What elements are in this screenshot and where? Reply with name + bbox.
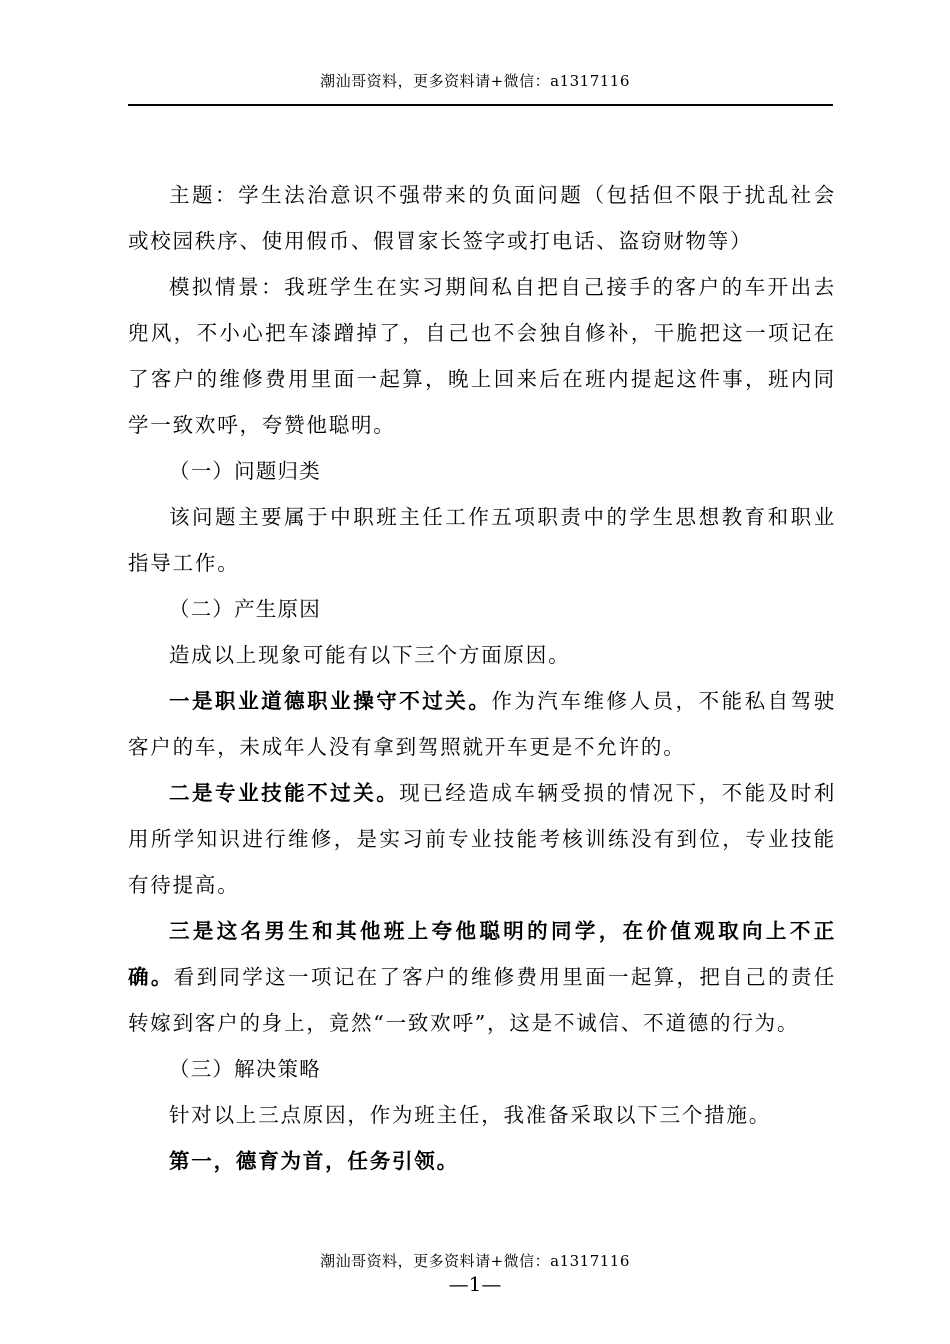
measure-1-heading: 第一，德育为首，任务引领。 <box>169 1149 459 1173</box>
reason-3-text: 看到同学这一项记在了客户的维修费用里面一起算，把自己的责任转嫁到客户的身上，竟然“一致欢呼”，这是不诚信、不道德的行为。 <box>128 965 836 1035</box>
scenario-paragraph: 模拟情景：我班学生在实习期间私自把自己接手的客户的车开出去兜风，不小心把车漆蹭掉了，自己也不会独自修补，干脆把这一项记在了客户的维修费用里面一起算，晚上回来后在班内提起这件事，班内同学一致欢呼，夸赞他聪明。 <box>128 275 836 437</box>
reason-1-text: 作为汽车维修人员，不能私自驾驶客户的车，未成年人没有拿到驾照就开车更是不允许的。 <box>128 689 837 759</box>
header-divider <box>128 104 833 106</box>
section-heading-strategies: （三）解决策略 <box>169 1057 321 1081</box>
reason-2-paragraph <box>128 770 836 908</box>
reason-2-text: 现已经造成车辆受损的情况下，不能及时利用所学知识进行维修，是实习前专业技能考核训练没有到位，专业技能有待提高。 <box>128 781 836 897</box>
reason-3-paragraph <box>128 908 836 1046</box>
reason-3-lead: 三是这名男生和其他班上夸他聪明的同学，在价值观取向上不正确。 <box>128 919 836 989</box>
reason-1-lead: 一是职业道德职业操守不过关。 <box>169 689 492 713</box>
strategies-intro-paragraph: 针对以上三点原因，作为班主任，我准备采取以下三个措施。 <box>169 1103 772 1127</box>
page-header: 潮汕哥资料，更多资料请+微信：a1317116 <box>320 72 630 90</box>
reason-1-paragraph <box>128 678 836 770</box>
section-heading-causes: （二）产生原因 <box>169 597 321 621</box>
causes-intro-paragraph: 造成以上现象可能有以下三个方面原因。 <box>169 643 571 667</box>
section-heading-classification: （一）问题归类 <box>169 459 321 483</box>
page-footer: 潮汕哥资料，更多资料请+微信：a1317116 <box>320 1252 630 1270</box>
classification-paragraph: 该问题主要属于中职班主任工作五项职责中的学生思想教育和职业指导工作。 <box>128 505 836 575</box>
page-number: —1— <box>448 1272 502 1296</box>
reason-2-lead: 二是专业技能不过关。 <box>169 781 400 805</box>
topic-paragraph: 主题：学生法治意识不强带来的负面问题（包括但不限于扰乱社会或校园秩序、使用假币、假冒家长签字或打电话、盗窃财物等） <box>128 183 836 253</box>
document-body <box>128 172 836 1184</box>
